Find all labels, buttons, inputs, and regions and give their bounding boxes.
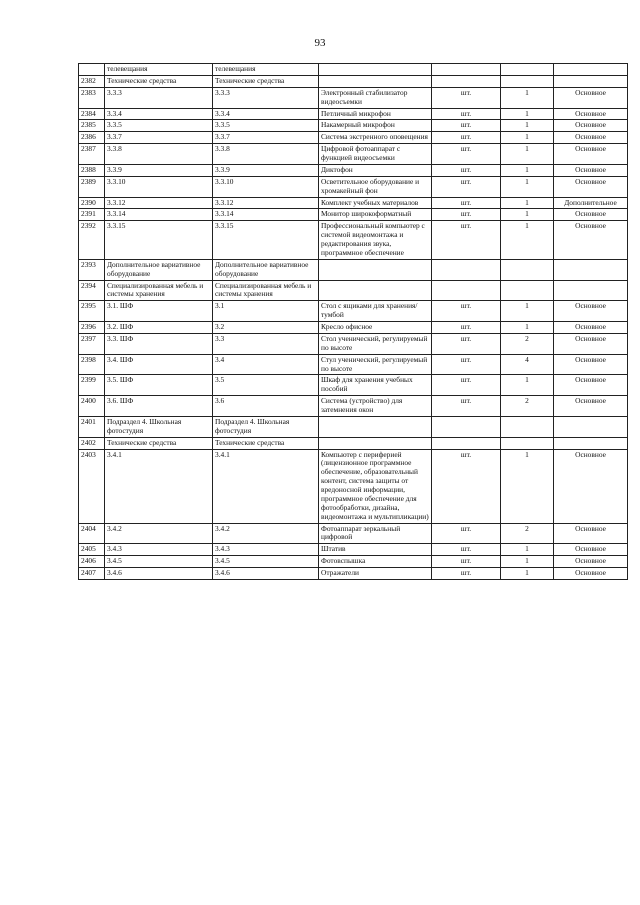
item-name-cell: Комплект учебных материалов [319, 197, 432, 209]
code-primary-cell: 3.3.12 [105, 197, 213, 209]
quantity-cell [501, 280, 554, 301]
row-number-cell: 2386 [79, 132, 105, 144]
equipment-type-cell: Основное [554, 176, 628, 197]
table-row [79, 75, 628, 87]
row-number-cell: 2385 [79, 120, 105, 132]
unit-cell: шт. [432, 333, 501, 354]
quantity-cell: 1 [501, 197, 554, 209]
item-name-cell [319, 416, 432, 437]
unit-cell: шт. [432, 375, 501, 396]
code-primary-cell: 3.1. ШФ [105, 301, 213, 322]
item-name-cell: Отражатели [319, 568, 432, 580]
equipment-type-cell [554, 75, 628, 87]
code-secondary-cell: 3.5 [213, 375, 319, 396]
code-secondary-cell: 3.3.14 [213, 209, 319, 221]
row-number-cell: 2390 [79, 197, 105, 209]
table-row [79, 568, 628, 580]
quantity-cell [501, 64, 554, 76]
code-primary-cell: 3.4.5 [105, 556, 213, 568]
row-number-cell: 2392 [79, 221, 105, 260]
table-row [79, 221, 628, 260]
table-row [79, 108, 628, 120]
equipment-type-cell: Основное [554, 120, 628, 132]
unit-cell: шт. [432, 301, 501, 322]
equipment-type-cell: Дополнительное [554, 197, 628, 209]
code-secondary-cell: телевещания [213, 64, 319, 76]
row-number-cell [79, 64, 105, 76]
code-primary-cell: 3.3.14 [105, 209, 213, 221]
quantity-cell [501, 259, 554, 280]
code-primary-cell: 3.4.1 [105, 449, 213, 523]
code-secondary-cell: 3.3.5 [213, 120, 319, 132]
row-number-cell: 2391 [79, 209, 105, 221]
table-row [79, 87, 628, 108]
page-number: 93 [314, 37, 326, 49]
table-row [79, 64, 628, 76]
row-number-cell: 2387 [79, 144, 105, 165]
item-name-cell: Стол ученический, регулируемый по высоте [319, 333, 432, 354]
table-row [79, 144, 628, 165]
quantity-cell: 2 [501, 333, 554, 354]
code-primary-cell: 3.6. ШФ [105, 396, 213, 417]
unit-cell: шт. [432, 108, 501, 120]
table-row [79, 176, 628, 197]
quantity-cell: 4 [501, 354, 554, 375]
row-number-cell: 2389 [79, 176, 105, 197]
table-row [79, 120, 628, 132]
unit-cell: шт. [432, 556, 501, 568]
equipment-type-cell: Основное [554, 523, 628, 544]
equipment-type-cell: Основное [554, 322, 628, 334]
table-row [79, 449, 628, 523]
quantity-cell: 1 [501, 449, 554, 523]
unit-cell [432, 280, 501, 301]
quantity-cell: 1 [501, 87, 554, 108]
code-primary-cell: Технические средства [105, 75, 213, 87]
equipment-type-cell: Основное [554, 221, 628, 260]
table-row [79, 523, 628, 544]
table-row [79, 209, 628, 221]
code-primary-cell: телевещания [105, 64, 213, 76]
item-name-cell: Шкаф для хранения учебных пособий [319, 375, 432, 396]
unit-cell: шт. [432, 568, 501, 580]
table-row [79, 197, 628, 209]
item-name-cell [319, 64, 432, 76]
code-secondary-cell: 3.4.2 [213, 523, 319, 544]
equipment-type-cell [554, 416, 628, 437]
code-primary-cell: Технические средства [105, 437, 213, 449]
code-primary-cell: 3.5. ШФ [105, 375, 213, 396]
table-row [79, 375, 628, 396]
equipment-type-cell: Основное [554, 354, 628, 375]
row-number-cell: 2407 [79, 568, 105, 580]
equipment-type-cell [554, 259, 628, 280]
item-name-cell: Накамерный микрофон [319, 120, 432, 132]
code-secondary-cell: Технические средства [213, 437, 319, 449]
unit-cell: шт. [432, 449, 501, 523]
code-secondary-cell: 3.1 [213, 301, 319, 322]
code-secondary-cell: 3.2 [213, 322, 319, 334]
item-name-cell: Монитор широкоформатный [319, 209, 432, 221]
code-secondary-cell: 3.3.3 [213, 87, 319, 108]
code-primary-cell: 3.3.10 [105, 176, 213, 197]
unit-cell: шт. [432, 197, 501, 209]
quantity-cell [501, 416, 554, 437]
row-number-cell: 2398 [79, 354, 105, 375]
row-number-cell: 2399 [79, 375, 105, 396]
row-number-cell: 2406 [79, 556, 105, 568]
quantity-cell: 1 [501, 209, 554, 221]
code-secondary-cell: 3.3.12 [213, 197, 319, 209]
table-row [79, 416, 628, 437]
quantity-cell: 1 [501, 176, 554, 197]
quantity-cell: 1 [501, 322, 554, 334]
row-number-cell: 2396 [79, 322, 105, 334]
equipment-type-cell: Основное [554, 333, 628, 354]
unit-cell [432, 437, 501, 449]
equipment-type-cell: Основное [554, 449, 628, 523]
code-primary-cell: 3.3. ШФ [105, 333, 213, 354]
item-name-cell: Компьютер с периферией (лицензионное программное обеспечение, образовательный контент, система защиты от вредоносной информации, программное обеспечение для фотообработки, дизайна, видеомонтажа и мультипликации) [319, 449, 432, 523]
table-body [79, 64, 628, 580]
item-name-cell: Петличный микрофон [319, 108, 432, 120]
item-name-cell: Фотовспышка [319, 556, 432, 568]
code-secondary-cell: 3.3.15 [213, 221, 319, 260]
quantity-cell: 1 [501, 221, 554, 260]
code-secondary-cell: 3.4.5 [213, 556, 319, 568]
item-name-cell: Диктофон [319, 164, 432, 176]
quantity-cell: 1 [501, 108, 554, 120]
item-name-cell [319, 437, 432, 449]
code-primary-cell: 3.3.3 [105, 87, 213, 108]
code-secondary-cell: 3.6 [213, 396, 319, 417]
equipment-type-cell: Основное [554, 556, 628, 568]
equipment-type-cell: Основное [554, 375, 628, 396]
row-number-cell: 2388 [79, 164, 105, 176]
code-secondary-cell: 3.3.8 [213, 144, 319, 165]
item-name-cell [319, 280, 432, 301]
table-row [79, 132, 628, 144]
table-row [79, 437, 628, 449]
quantity-cell [501, 75, 554, 87]
equipment-type-cell [554, 280, 628, 301]
code-secondary-cell: 3.4.3 [213, 544, 319, 556]
unit-cell: шт. [432, 354, 501, 375]
equipment-type-cell: Основное [554, 87, 628, 108]
equipment-type-cell: Основное [554, 164, 628, 176]
code-primary-cell: 3.2. ШФ [105, 322, 213, 334]
unit-cell: шт. [432, 396, 501, 417]
table-row [79, 259, 628, 280]
quantity-cell: 1 [501, 301, 554, 322]
equipment-type-cell [554, 64, 628, 76]
table-row [79, 333, 628, 354]
equipment-type-cell: Основное [554, 568, 628, 580]
unit-cell: шт. [432, 221, 501, 260]
equipment-type-cell: Основное [554, 544, 628, 556]
row-number-cell: 2382 [79, 75, 105, 87]
code-primary-cell: 3.4.2 [105, 523, 213, 544]
code-secondary-cell: 3.4 [213, 354, 319, 375]
code-secondary-cell: 3.3.7 [213, 132, 319, 144]
table-row [79, 544, 628, 556]
row-number-cell: 2383 [79, 87, 105, 108]
row-number-cell: 2393 [79, 259, 105, 280]
item-name-cell: Штатив [319, 544, 432, 556]
quantity-cell: 1 [501, 568, 554, 580]
quantity-cell [501, 437, 554, 449]
code-primary-cell: 3.3.8 [105, 144, 213, 165]
unit-cell: шт. [432, 87, 501, 108]
unit-cell: шт. [432, 132, 501, 144]
unit-cell: шт. [432, 144, 501, 165]
item-name-cell: Электронный стабилизатор видеосъемки [319, 87, 432, 108]
quantity-cell: 1 [501, 556, 554, 568]
equipment-type-cell: Основное [554, 209, 628, 221]
code-primary-cell: 3.3.7 [105, 132, 213, 144]
unit-cell: шт. [432, 176, 501, 197]
code-primary-cell: Специализированная мебель и системы хранения [105, 280, 213, 301]
item-name-cell [319, 75, 432, 87]
row-number-cell: 2402 [79, 437, 105, 449]
equipment-type-cell: Основное [554, 144, 628, 165]
item-name-cell: Профессиональный компьютер с системой видеомонтажа и редактирования звука, программное обеспечение [319, 221, 432, 260]
table-row [79, 322, 628, 334]
unit-cell: шт. [432, 164, 501, 176]
row-number-cell: 2395 [79, 301, 105, 322]
item-name-cell: Осветительное оборудование и хромакейный фон [319, 176, 432, 197]
quantity-cell: 1 [501, 164, 554, 176]
code-secondary-cell: Дополнительное вариативное оборудование [213, 259, 319, 280]
quantity-cell: 1 [501, 375, 554, 396]
quantity-cell: 2 [501, 523, 554, 544]
quantity-cell: 2 [501, 396, 554, 417]
row-number-cell: 2404 [79, 523, 105, 544]
code-secondary-cell: 3.3.9 [213, 164, 319, 176]
equipment-type-cell: Основное [554, 396, 628, 417]
row-number-cell: 2384 [79, 108, 105, 120]
unit-cell: шт. [432, 322, 501, 334]
unit-cell [432, 75, 501, 87]
unit-cell: шт. [432, 544, 501, 556]
row-number-cell: 2403 [79, 449, 105, 523]
unit-cell [432, 64, 501, 76]
code-primary-cell: 3.4.6 [105, 568, 213, 580]
code-secondary-cell: 3.3 [213, 333, 319, 354]
item-name-cell: Система (устройство) для затемнения окон [319, 396, 432, 417]
item-name-cell: Цифровой фотоаппарат с функцией видеосъемки [319, 144, 432, 165]
code-primary-cell: 3.3.9 [105, 164, 213, 176]
table-row [79, 280, 628, 301]
code-secondary-cell: 3.4.6 [213, 568, 319, 580]
code-primary-cell: 3.3.15 [105, 221, 213, 260]
equipment-table [78, 63, 628, 580]
item-name-cell: Стул ученический, регулируемый по высоте [319, 354, 432, 375]
table-row [79, 164, 628, 176]
quantity-cell: 1 [501, 120, 554, 132]
table-row [79, 396, 628, 417]
unit-cell: шт. [432, 523, 501, 544]
equipment-type-cell: Основное [554, 108, 628, 120]
table-row [79, 556, 628, 568]
row-number-cell: 2400 [79, 396, 105, 417]
unit-cell [432, 416, 501, 437]
code-secondary-cell: Технические средства [213, 75, 319, 87]
unit-cell [432, 259, 501, 280]
row-number-cell: 2401 [79, 416, 105, 437]
item-name-cell: Система экстренного оповещения [319, 132, 432, 144]
equipment-type-cell: Основное [554, 132, 628, 144]
unit-cell: шт. [432, 209, 501, 221]
equipment-type-cell [554, 437, 628, 449]
code-secondary-cell: Специализированная мебель и системы хранения [213, 280, 319, 301]
equipment-type-cell: Основное [554, 301, 628, 322]
code-primary-cell: 3.3.4 [105, 108, 213, 120]
quantity-cell: 1 [501, 132, 554, 144]
code-secondary-cell: 3.4.1 [213, 449, 319, 523]
item-name-cell: Стол с ящиками для хранения/тумбой [319, 301, 432, 322]
code-primary-cell: 3.3.5 [105, 120, 213, 132]
quantity-cell: 1 [501, 544, 554, 556]
table-row [79, 354, 628, 375]
code-primary-cell: Дополнительное вариативное оборудование [105, 259, 213, 280]
code-secondary-cell: Подраздел 4. Школьная фотостудия [213, 416, 319, 437]
code-primary-cell: 3.4. ШФ [105, 354, 213, 375]
code-primary-cell: Подраздел 4. Школьная фотостудия [105, 416, 213, 437]
code-primary-cell: 3.4.3 [105, 544, 213, 556]
code-secondary-cell: 3.3.10 [213, 176, 319, 197]
row-number-cell: 2394 [79, 280, 105, 301]
table-row [79, 301, 628, 322]
item-name-cell: Кресло офисное [319, 322, 432, 334]
item-name-cell: Фотоаппарат зеркальный цифровой [319, 523, 432, 544]
code-secondary-cell: 3.3.4 [213, 108, 319, 120]
item-name-cell [319, 259, 432, 280]
quantity-cell: 1 [501, 144, 554, 165]
unit-cell: шт. [432, 120, 501, 132]
row-number-cell: 2397 [79, 333, 105, 354]
row-number-cell: 2405 [79, 544, 105, 556]
